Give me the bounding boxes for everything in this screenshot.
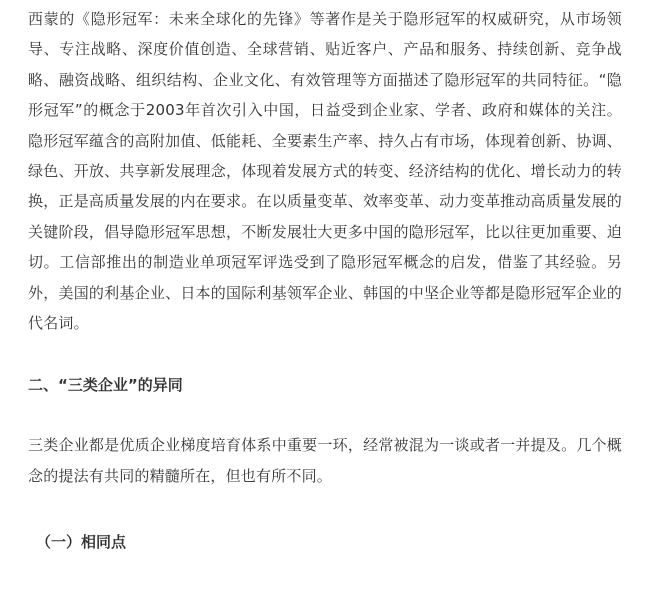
paragraph-three-types-intro: 三类企业都是优质企业梯度培育体系中重要一环，经常被混为一谈或者一并提及。几个概念的提法有共同的精髓所在，但也有所不同。	[28, 436, 622, 485]
article-body	[28, 0, 622, 557]
paragraph-hidden-champions: 西蒙的《隐形冠军：未来全球化的先锋》等著作是关于隐形冠军的权威研究，从市场领导、专注战略、深度价值创造、全球营销、贴近客户、产品和服务、持续创新、竞争战略、融资战略、组织结构、企业文化、有效管理等方面描述了隐形冠军的共同特征。“隐形冠军”的概念于2003年首次引入中国，日益受到企业家、学者、政府和媒体的关注。隐形冠军蕴含的高附加值、低能耗、全要素生产率、持久占有市场，体现着创新、协调、绿色、开放、共享新发展理念，体现着发展方式的转变、经济结构的优化、增长动力的转换，正是高质量发展的内在要求。在以质量变革、效率变革、动力变革推动高质量发展的关键阶段，倡导隐形冠军思想，不断发展壮大更多中国的隐形冠军，比以往更加重要、迫切。工信部推出的制造业单项冠军评选受到了隐形冠军概念的启发，借鉴了其经验。另外，美国的利基企业、日本的国际利基领军企业、韩国的中坚企业等都是隐形冠军企业的代名词。	[28, 10, 622, 333]
section-heading-differences: 二、“三类企业”的异同	[28, 376, 183, 395]
subsection-heading-similarities: （一）相同点	[36, 533, 127, 552]
